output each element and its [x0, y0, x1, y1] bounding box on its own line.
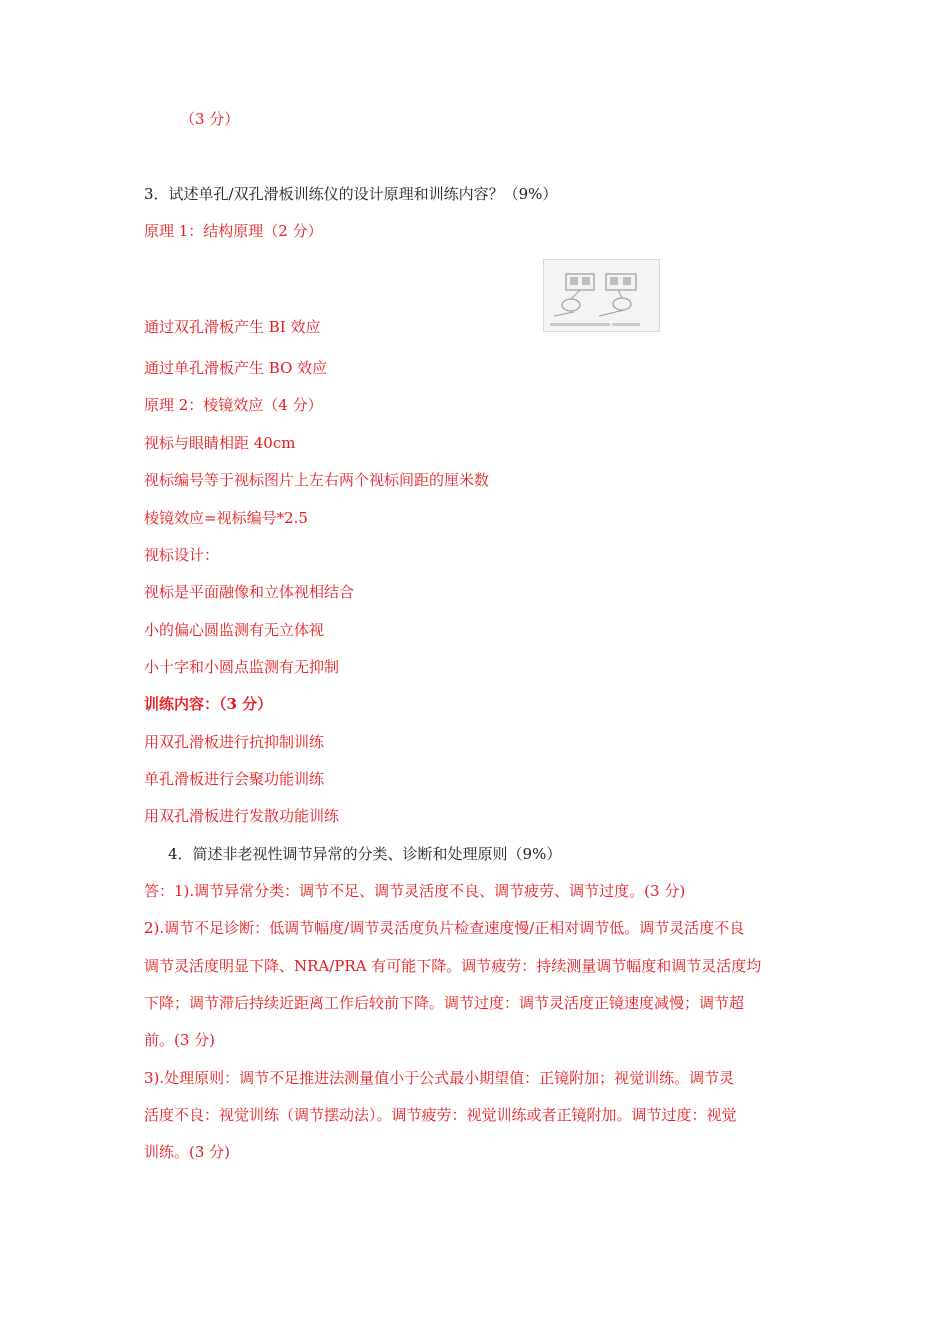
answer-2-line-1: 2).调节不足诊断：低调节幅度/调节灵活度负片检查速度慢/正相对调节低。调节灵活度不良	[144, 919, 745, 937]
score-top: （3 分）	[180, 110, 240, 128]
target-number-line: 视标编号等于视标图片上左右两个视标间距的厘米数	[144, 471, 490, 489]
training-line-3: 用双孔滑板进行发散功能训练	[144, 807, 340, 825]
slide-trainer-diagram-icon	[544, 260, 659, 331]
answer-3-line-1: 3).处理原则：调节不足推进法测量值小于公式最小期望值：正镜附加；视觉训练。调节灵	[144, 1069, 735, 1087]
answer-3-line-3: 训练。(3 分)	[144, 1143, 231, 1161]
training-content-heading: 训练内容：（3 分）	[144, 695, 273, 713]
training-line-2: 单孔滑板进行会聚功能训练	[144, 770, 325, 788]
answer-3-line-2: 活度不良：视觉训练（调节摆动法）。调节疲劳：视觉训练或者正镜附加。调节过度：视觉	[144, 1106, 737, 1124]
question-4-title: 4．简述非老视性调节异常的分类、诊断和处理原则（9%）	[168, 845, 562, 863]
distance-line: 视标与眼睛相距 40cm	[144, 434, 296, 452]
answer-2-line-2: 调节灵活度明显下降、NRA/PRA 有可能下降。调节疲劳：持续测量调节幅度和调节灵活度均	[144, 957, 762, 975]
bi-effect-line: 通过双孔滑板产生 BI 效应	[144, 318, 321, 336]
prism-formula-line: 棱镜效应=视标编号*2.5	[144, 509, 308, 527]
principle-1: 原理 1：结构原理（2 分）	[144, 222, 323, 240]
answer-1: 答：1).调节异常分类：调节不足、调节灵活度不良、调节疲劳、调节过度。(3 分)	[144, 882, 686, 900]
principle-2: 原理 2：棱镜效应（4 分）	[144, 396, 323, 414]
answer-2-line-4: 前。(3 分)	[144, 1031, 216, 1049]
bo-effect-line: 通过单孔滑板产生 BO 效应	[144, 359, 328, 377]
answer-2-line-3: 下降；调节滞后持续近距离工作后较前下降。调节过度：调节灵活度正镜速度减慢；调节超	[144, 994, 745, 1012]
design-line-2: 小的偏心圆监测有无立体视	[144, 621, 325, 639]
design-line-1: 视标是平面融像和立体视相结合	[144, 583, 355, 601]
slide-trainer-figure	[543, 259, 660, 332]
design-line-3: 小十字和小圆点监测有无抑制	[144, 658, 340, 676]
training-line-1: 用双孔滑板进行抗抑制训练	[144, 733, 325, 751]
target-design-heading: 视标设计：	[144, 546, 220, 564]
question-3-title: 3．试述单孔/双孔滑板训练仪的设计原理和训练内容？（9%）	[144, 185, 558, 203]
